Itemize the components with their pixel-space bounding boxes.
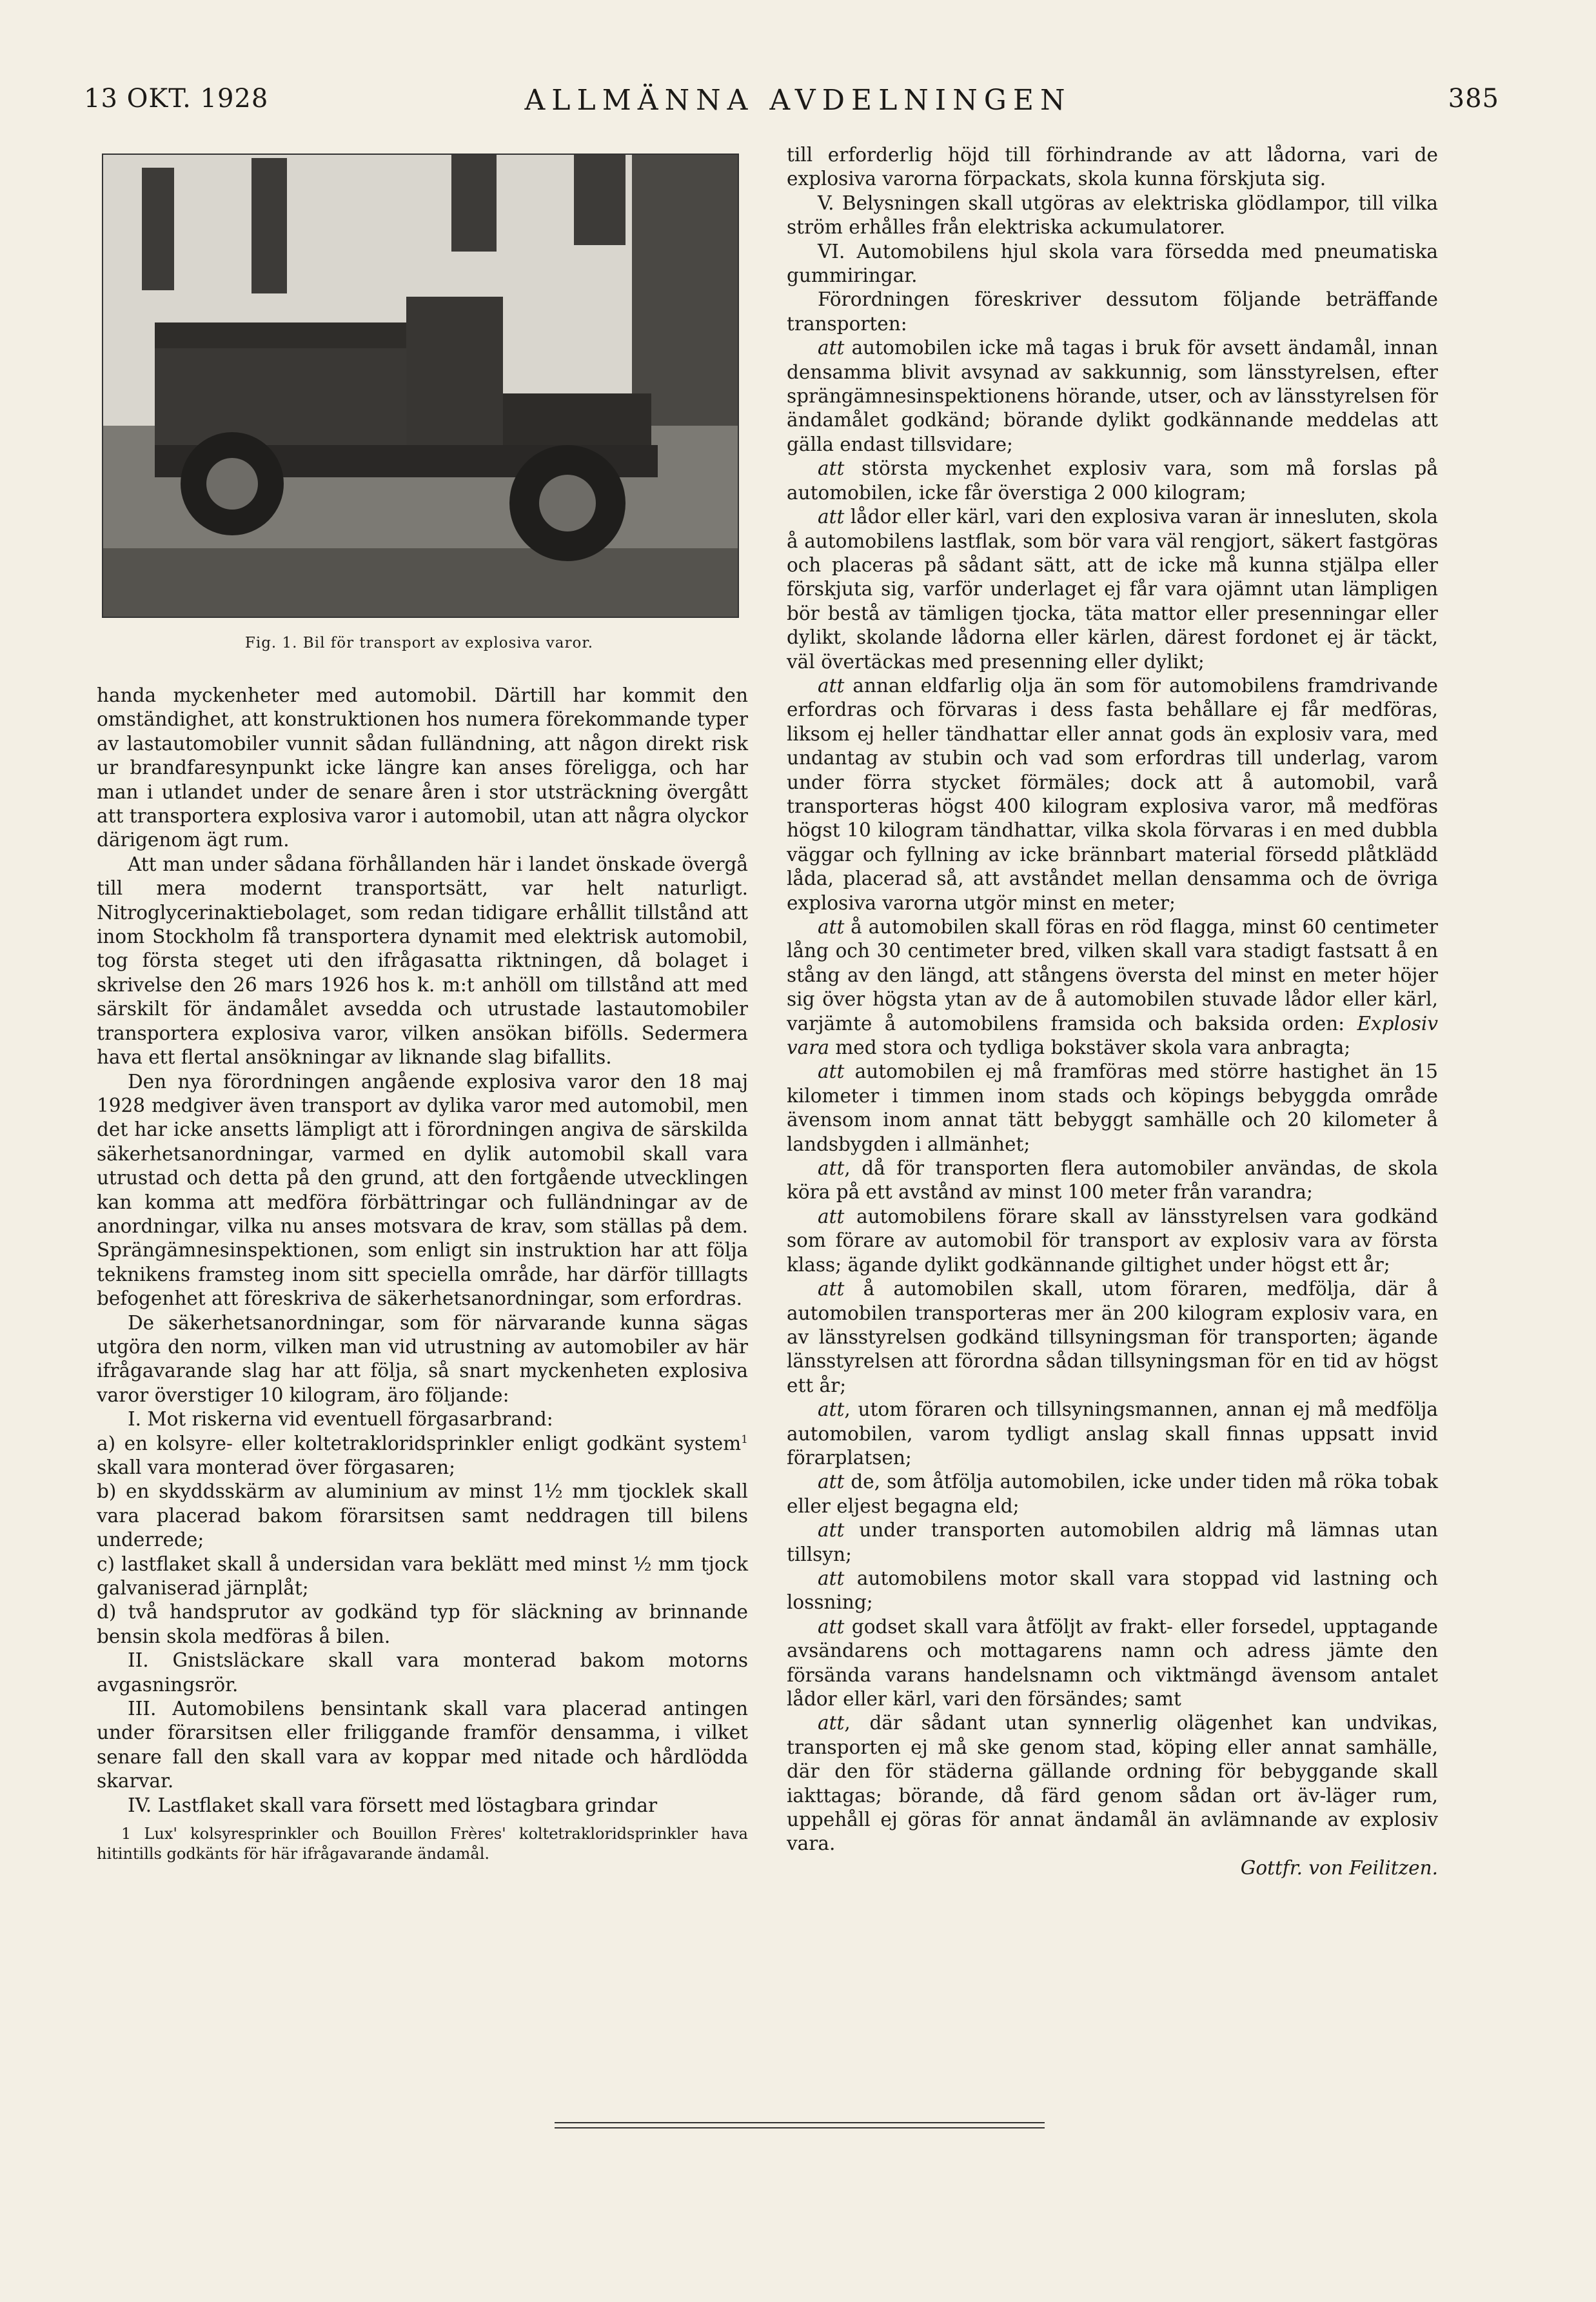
clause — [787, 457, 1438, 505]
paragraph: Att man under sådana förhållanden här i landet önskade övergå till mera modernt transportsätt, var helt naturligt. Nitroglycerinaktiebolaget, som redan tidigare erhållit tillstånd att inom Stockholm få transportera dynamit med elektrisk automobil, tog första steget uti den ifrågasatta riktningen, då bolaget i skrivelse den 26 mars 1926 hos k. m:t anhöll om tillstånd att med särskilt för ändamålet avsedda och utrustade lastautomobiler transportera explosiva varor, vilken ansökan bifölls. Sedermera hava ett flertal ansökningar av liknande slag bifallits. — [97, 853, 748, 1069]
paragraph: till erforderlig höjd till förhindrande av att lådorna, vari de explosiva varorna förpackats, skola kunna förskjuta sig. — [787, 144, 1438, 190]
footnote — [97, 1824, 748, 1864]
clause-text: godset skall vara åtföljt av frakt- eller forsedel, upptagande avsändarens och mottagarens namn och adress jämte den försända varans handelsnamn och viktmängd ävensom antalet lådor eller kärl, vari den försändes; samt — [787, 1615, 1438, 1710]
att-word: att — [818, 1567, 845, 1589]
att-word: att — [818, 674, 845, 697]
att-word: att — [818, 1278, 845, 1300]
clause-text: , utom föraren och tillsyningsmannen, annan ej må medfölja automobilen, varom tydligt anslag skall finnas uppsatt invid förarplatsen; — [787, 1398, 1438, 1469]
list-heading: II. Gnistsläckare skall vara monterad bakom motorns avgasningsrör. — [97, 1649, 748, 1696]
att-word: att — [818, 1615, 845, 1638]
clause — [787, 1567, 1438, 1615]
clause — [787, 1470, 1438, 1518]
explosiv-vara-label: Explosiv vara — [787, 1012, 1438, 1059]
right-column — [787, 143, 1438, 1880]
paragraph: handa myckenheter med automobil. Därtill har kommit den omständighet, att konstruktionen hos numera förekommande typer av lastautomobiler vunnit sådan fulländning, att någon direkt risk ur brandfaresynpunkt icke längre kan anses föreligga, och har man i utlandet under de senare åren i stor utsträckning övergått att transportera explosiva varor i automobil, utan att några olyckor därigenom ägt rum. — [97, 684, 748, 851]
clause-text: automobilen icke må tagas i bruk för avsett ändamål, innan densamma blivit avsynad av sakkunnig, som länsstyrelsen, efter sprängämnesinspektionens hörande, utser, och av länsstyrelsen för ändamålet godkänd; börande dylikt godkännande meddelas att gälla endast tillsvidare; — [787, 337, 1438, 455]
clause-text: lådor eller kärl, vari den explosiva varan är innesluten, skola å automobilens lastflak, som bör vara väl rengjort, säkert fastgöras och placeras på sådant sätt, att de icke må kunna stjälpa eller förskjuta sig, varför underlaget ej får vara ojämnt utan lämpligen bör bestå av tämligen tjocka, täta mattor eller presenningar eller dylikt, skolande lådorna eller kärlen, därest fordonet ej är täckt, väl övertäckas med presenning eller dylikt; — [787, 506, 1438, 673]
left-column — [97, 684, 748, 1864]
clause — [787, 1518, 1438, 1567]
bottom-rule — [555, 2122, 1045, 2123]
clause-text: automobilen ej må framföras med större hastighet än 15 kilometer i timmen inom stads och köpings bebyggda område ävensom inom annat tätt bebyggt samhälle och 20 kilometer å landsbygden i allmänhet; — [787, 1060, 1438, 1155]
att-word: att — [818, 1398, 845, 1421]
att-word: att — [818, 1471, 845, 1493]
clause — [787, 1615, 1438, 1712]
signature-line — [787, 1856, 1438, 1880]
list-item-text: a) en kolsyre- eller koltetrakloridsprinkler enligt godkänt system — [97, 1432, 742, 1454]
list-heading: VI. Automobilens hjul skola vara försedda med pneumatiska gummiringar. — [787, 240, 1438, 287]
clause — [787, 336, 1438, 457]
list-item — [97, 1432, 748, 1480]
att-word: att — [818, 337, 845, 359]
list-item-text: skall vara monterad över förgasaren; — [97, 1456, 456, 1478]
figure-caption: Fig. 1. Bil för transport av explosiva varor. — [244, 635, 594, 651]
clause — [787, 1398, 1438, 1470]
list-item: d) två handsprutor av godkänd typ för släckning av brinnande bensin skola medföras å bilen. — [97, 1601, 748, 1647]
list-heading: I. Mot riskerna vid eventuell förgasarbrand: — [128, 1408, 553, 1431]
list-item: b) en skyddsskärm av aluminium av minst 1½ mm tjocklek skall vara placerad bakom förarsitsen samt neddragen till bilens underrede; — [97, 1480, 748, 1551]
clause — [787, 505, 1438, 674]
clause-text: största myckenhet explosiv vara, som må forslas på automobilen, icke får överstiga 2 000 kilogram; — [787, 457, 1438, 504]
clause-text: under transporten automobilen aldrig må lämnas utan tillsyn; — [787, 1519, 1438, 1565]
page-number: 385 — [1448, 84, 1499, 114]
list-heading: III. Automobilens bensintank skall vara placerad antingen under förarsitsen eller friliggande framför densamma, i vilket senare fall den skall vara av koppar med nitade och hårdlödda skarvar. — [97, 1698, 748, 1792]
clause-text: , där sådant utan synnerlig olägenhet kan undvikas, transporten ej må ske genom stad, köping eller annat samhälle, där den för städerna gällande ordning för bebyggande skall iakttagas; börande, då färd genom sådan ort äv-läger rum, uppehåll ej göras för annat ändamål än avlämnande av explosiv vara. — [787, 1712, 1438, 1855]
clause-text: å automobilen skall, utom föraren, medfölja, där å automobilen transporteras mer än 200 kilogram explosiv vara, en av länsstyrelsen godkänd tillsyningsman för transporten; ägande länsstyrelsen att förordna sådan tillsyningsman för en tid av högst ett år; — [787, 1278, 1438, 1396]
list-heading: IV. Lastflaket skall vara försett med löstagbara grindar — [128, 1794, 658, 1816]
att-word: att — [818, 457, 845, 480]
clause-text: automobilens förare skall av länsstyrelsen vara godkänd som förare av automobil för transport av explosiv vara av första klass; ägande dylikt godkännande giltighet under högst ett år; — [787, 1205, 1438, 1276]
author-signature: Gottfr. von Feilitzen. — [1240, 1856, 1438, 1879]
clause — [787, 1156, 1438, 1205]
clause — [787, 1205, 1438, 1277]
truck-illustration — [103, 155, 738, 617]
clause — [787, 674, 1438, 915]
bottom-rule — [555, 2127, 1045, 2128]
att-word: att — [818, 1157, 845, 1180]
paragraph: Förordningen föreskriver dessutom följande beträffande transporten: — [787, 288, 1438, 335]
clause-text: automobilens motor skall vara stoppad vid lastning och lossning; — [787, 1567, 1438, 1614]
paragraph: De säkerhetsanordningar, som för närvarande kunna sägas utgöra den norm, vilken man vid utrustning av automobiler av här ifrågavarande slag har att följa, så snart myckenheten explosiva varor överstiger 10 kilogram, äro följande: — [97, 1311, 748, 1406]
footnote-ref: 1 — [741, 1433, 748, 1446]
section-title: ALLMÄNNA AVDELNINGEN — [524, 84, 1072, 117]
clause-text: med stora och tydliga bokstäver skola vara anbragta; — [829, 1037, 1351, 1059]
att-word: att — [818, 916, 845, 938]
list-heading: V. Belysningen skall utgöras av elektriska glödlampor, till vilka ström erhålles från elektriska ackumulatorer. — [787, 192, 1438, 239]
clause — [787, 1711, 1438, 1856]
clause — [787, 915, 1438, 1060]
list-item: c) lastflaket skall å undersidan vara beklätt med minst ½ mm tjock galvaniserad järnplåt; — [97, 1553, 748, 1600]
clause — [787, 1060, 1438, 1156]
issue-date: 13 OKT. 1928 — [84, 84, 269, 114]
att-word: att — [818, 506, 845, 528]
att-word: att — [818, 1205, 845, 1227]
att-word: att — [818, 1712, 845, 1734]
clause — [787, 1277, 1438, 1398]
clause-text: , då för transporten flera automobiler användas, de skola köra på ett avstånd av minst 100 meter från varandra; — [787, 1157, 1438, 1204]
att-word: att — [818, 1519, 845, 1542]
clause-text: de, som åtfölja automobilen, icke under tiden må röka tobak eller eljest begagna eld; — [787, 1471, 1438, 1517]
truck-photo — [102, 154, 739, 618]
clause-text: å automobilen skall föras en röd flagga, minst 60 centimeter lång och 30 centimeter bred, vilken skall vara stadigt fastsatt å en stång av den längd, att stångens översta del minst en meter höjer sig över högsta ytan av de å automobilen stuvade lådor eller kärl, varjämte å automobilens framsida och baksida orden: — [787, 916, 1438, 1035]
paragraph: Den nya förordningen angående explosiva varor den 18 maj 1928 medgiver även transport av dylika varor med automobil, men det har icke ansetts lämpligt att i förordningen angiva de särskilda säkerhetsanordningar, varmed en dylik automobil skall vara utrustad och detta på den grund, att den fortgående utvecklingen kan komma att medföra förbättringar och fulländningar av de anordningar, vilka nu anses motsvara de krav, som ställas på dem. Sprängämnesinspektionen, som enligt sin instruktion har att följa teknikens framsteg inom sitt speciella område, har därför tilllagts befogenhet att föreskriva de säkerhetsanordningar, som erfordras. — [97, 1070, 748, 1310]
att-word: att — [818, 1060, 845, 1083]
footnote-text: 1 Lux' kolsyresprinkler och Bouillon Frères' koltetrakloridsprinkler hava hitintills godkänts för här ifrågavarande ändamål. — [97, 1825, 748, 1863]
clause-text: annan eldfarlig olja än som för automobilens framdrivande erfordras och förvaras i dess fasta behållare ej får medföras, liksom ej heller tändhattar eller annat gods än explosiv vara, med undantag av stubin och vad som erfordras till underlag, varom under förra stycket förmäles; dock att å automobil, varå transporteras högst 400 kilogram explosiva varor, må medföras högst 10 kilogram tändhattar, vilka skola förvaras i en med dubbla väggar och fyllning av icke brännbart material försedd plåtklädd låda, placerad så, att avståndet mellan densamma och de övriga explosiva varorna utgör minst en meter; — [787, 674, 1438, 914]
